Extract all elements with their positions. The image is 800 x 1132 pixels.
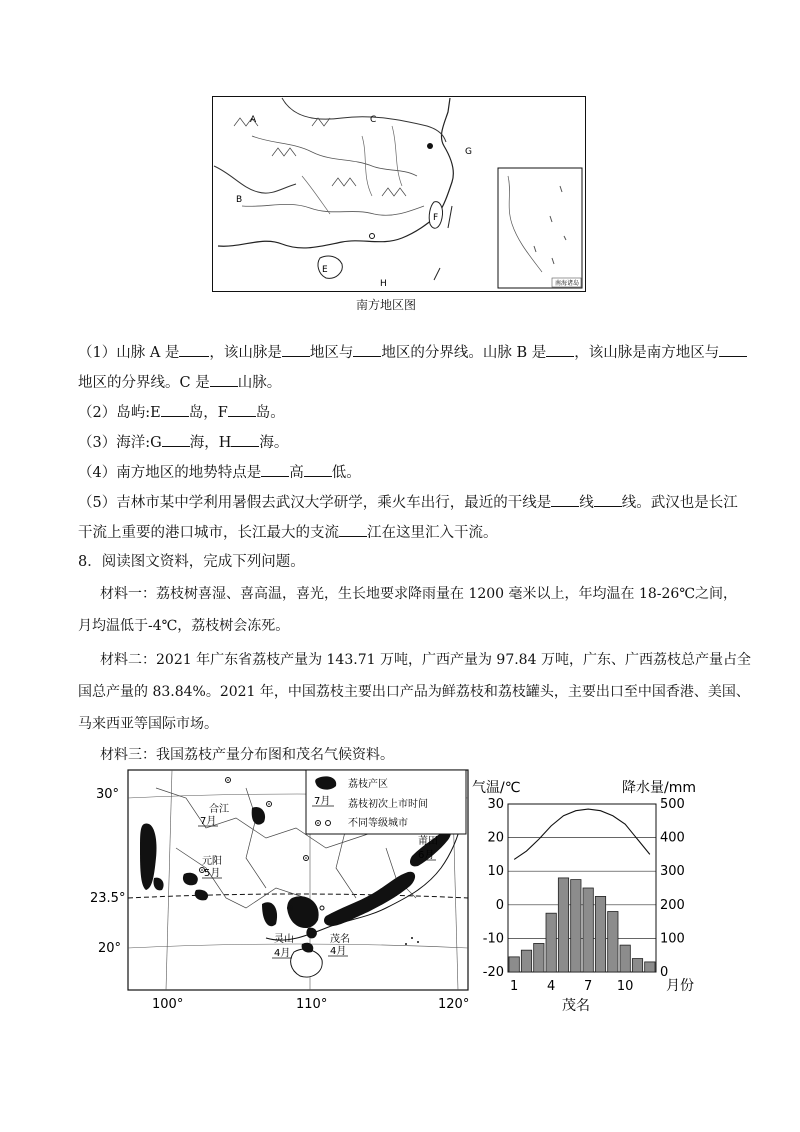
- answer-blank[interactable]: [719, 342, 747, 357]
- precip-bar-2: [521, 950, 531, 972]
- answer-blank[interactable]: [231, 432, 259, 447]
- lon-label-110: 110°: [296, 997, 328, 1012]
- south-region-map: [212, 96, 586, 292]
- answer-blank[interactable]: [353, 342, 381, 357]
- south-region-map-svg: [212, 96, 586, 292]
- temp-tick-label: -20: [482, 965, 504, 980]
- place-putian-month: 6月: [418, 850, 435, 861]
- y-right-axis-label: 降水量/mm: [622, 780, 696, 796]
- q7-p5c: 线。武汉也是长江: [621, 495, 738, 511]
- q7-p5b: 线: [579, 495, 594, 511]
- precip-bar-4: [546, 913, 556, 972]
- precip-bar-11: [632, 959, 642, 972]
- legend-month-sample: 7月: [314, 796, 331, 807]
- temp-tick-label: 30: [487, 797, 504, 812]
- q7-p1d: 地区的分界线。山脉 B 是: [381, 345, 547, 361]
- answer-blank[interactable]: [161, 402, 189, 417]
- answer-blank[interactable]: [162, 432, 190, 447]
- precip-bar-5: [558, 878, 568, 972]
- q7-p4b: 高: [289, 465, 304, 481]
- lon-label-100: 100°: [152, 997, 184, 1012]
- precip-bar-7: [583, 888, 593, 972]
- map1-label-a: A: [250, 115, 257, 125]
- place-hejiang-month: 7月: [200, 816, 217, 827]
- precip-bar-12: [645, 962, 655, 972]
- answer-blank[interactable]: [339, 522, 367, 537]
- precip-bar-10: [620, 945, 630, 972]
- place-hejiang: 合江: [209, 804, 229, 815]
- answer-blank[interactable]: [304, 462, 332, 477]
- legend-area-label: 荔枝产区: [348, 779, 388, 790]
- q7-p1a: （1）山脉 A 是: [78, 345, 180, 361]
- q8-material2-line1: 材料二：2021 年广东省荔枝产量为 143.71 万吨，广西产量为 97.84 万吨，广东、广西荔枝总产量占全: [100, 652, 751, 668]
- x-unit-label: 月份: [666, 978, 694, 994]
- q7-p3c: 海。: [259, 435, 289, 451]
- answer-blank[interactable]: [546, 342, 574, 357]
- q7-p1f: 地区的分界线。C 是: [78, 375, 210, 391]
- place-lingshan: 灵山: [274, 934, 294, 945]
- q7-p1g: 山脉。: [237, 375, 282, 391]
- temp-tick-label: 0: [495, 897, 504, 913]
- precip-bar-8: [595, 896, 605, 972]
- precip-bar-9: [608, 912, 618, 972]
- temperature-line: [514, 809, 650, 859]
- q7-part1-line2: [78, 372, 281, 393]
- map1-label-e: E: [322, 265, 328, 275]
- month-tick-label: 4: [547, 979, 556, 994]
- q7-p5e: 江在这里汇入干流。: [367, 525, 498, 541]
- q7-part1-line1: [78, 342, 747, 363]
- month-tick-label: 10: [616, 979, 634, 994]
- climate-chart-svg: [470, 772, 720, 1022]
- precip-tick-label: 500: [660, 797, 685, 812]
- map1-label-f: F: [433, 213, 439, 223]
- map1-label-h: H: [380, 279, 387, 289]
- map1-label-c: C: [370, 115, 377, 125]
- map1-label-g: G: [465, 147, 472, 157]
- answer-blank[interactable]: [210, 372, 238, 387]
- answer-blank[interactable]: [261, 462, 289, 477]
- legend-city-desc: 不同等级城市: [348, 818, 408, 829]
- q7-part3: [78, 432, 288, 453]
- precip-tick-label: 300: [660, 864, 685, 880]
- place-yuanyang-month: 5月: [204, 868, 221, 879]
- q8-material1-line1: 材料一：荔枝树喜湿、喜高温，喜光，生长地要求降雨量在 1200 毫米以上，年均温在 18-26℃之间，: [100, 586, 737, 602]
- plot-frame: [508, 804, 656, 972]
- lychee-map-svg: [90, 768, 476, 1014]
- q7-part5-line2: [78, 522, 498, 543]
- q7-p3b: 海，H: [189, 435, 232, 451]
- answer-blank[interactable]: [551, 492, 579, 507]
- temp-tick-label: 20: [487, 830, 504, 846]
- precip-tick-label: 0: [660, 965, 669, 980]
- q7-part4: [78, 462, 361, 483]
- q7-p1b: ，该山脉是: [209, 345, 282, 361]
- month-tick-label: 7: [584, 979, 593, 994]
- precip-tick-label: 100: [660, 931, 685, 947]
- temp-tick-label: 10: [487, 864, 504, 880]
- q8-material1-line2: 月均温低于-4℃，荔枝树会冻死。: [78, 618, 290, 634]
- map1-inset-label: 南海诸岛: [555, 280, 580, 287]
- lon-label-120: 120°: [438, 997, 470, 1012]
- q7-part2: [78, 402, 285, 423]
- place-yuanyang: 元阳: [202, 856, 222, 867]
- q7-p1c: 地区与: [309, 345, 354, 361]
- map1-caption: 南方地区图: [356, 298, 417, 312]
- month-tick-label: 1: [510, 979, 519, 994]
- answer-blank[interactable]: [228, 402, 256, 417]
- y-left-axis-label: 气温/℃: [472, 780, 521, 796]
- q7-p1e: ，该山脉是南方地区与: [574, 345, 720, 361]
- answer-blank[interactable]: [179, 342, 209, 357]
- x-axis-label: 茂名: [562, 998, 590, 1014]
- q7-p2a: （2）岛屿:E: [78, 405, 161, 421]
- q7-p5a: （5）吉林市某中学利用暑假去武汉大学研学，乘火车出行，最近的干线是: [78, 495, 552, 511]
- temp-tick-label: -10: [482, 931, 504, 947]
- answer-blank[interactable]: [282, 342, 310, 357]
- maoming-climate-chart: [470, 772, 720, 1022]
- place-maoming: 茂名: [330, 934, 350, 945]
- place-putian: 莆田: [418, 836, 438, 847]
- q8-material3: 材料三：我国荔枝产量分布图和茂名气候资料。: [100, 747, 394, 763]
- precip-tick-label: 200: [660, 897, 685, 913]
- legend-month-desc: 荔枝初次上市时间: [348, 799, 428, 810]
- q7-p3a: （3）海洋:G: [78, 435, 162, 451]
- q8-material2-line3: 马来西亚等国际市场。: [78, 716, 218, 732]
- lat-label-23-5: 23.5°: [90, 891, 126, 906]
- q8-material2-line2: 国总产量的 83.84%。2021 年，中国荔枝主要出口产品为鲜荔枝和荔枝罐头，主要出口至中国香港、美国、: [78, 684, 750, 700]
- q7-p5d: 干流上重要的港口城市，长江最大的支流: [78, 525, 339, 541]
- precip-bar-6: [571, 880, 581, 972]
- q7-p4a: （4）南方地区的地势特点是: [78, 465, 262, 481]
- lat-label-20: 20°: [98, 941, 122, 956]
- q7-part5-line1: [78, 492, 738, 513]
- q8-title: 8．阅读图文资料，完成下列问题。: [78, 554, 305, 570]
- q7-p4c: 低。: [331, 465, 361, 481]
- precip-bar-3: [534, 943, 544, 972]
- lychee-distribution-map: [90, 768, 476, 1014]
- place-lingshan-month: 4月: [274, 948, 291, 959]
- q7-p2c: 岛。: [255, 405, 285, 421]
- lat-label-30: 30°: [96, 787, 120, 802]
- answer-blank[interactable]: [594, 492, 622, 507]
- precip-bar-1: [509, 957, 519, 972]
- map1-label-b: B: [236, 195, 243, 205]
- precip-tick-label: 400: [660, 830, 685, 846]
- q7-p2b: 岛，F: [188, 405, 228, 421]
- place-maoming-month: 4月: [330, 946, 347, 957]
